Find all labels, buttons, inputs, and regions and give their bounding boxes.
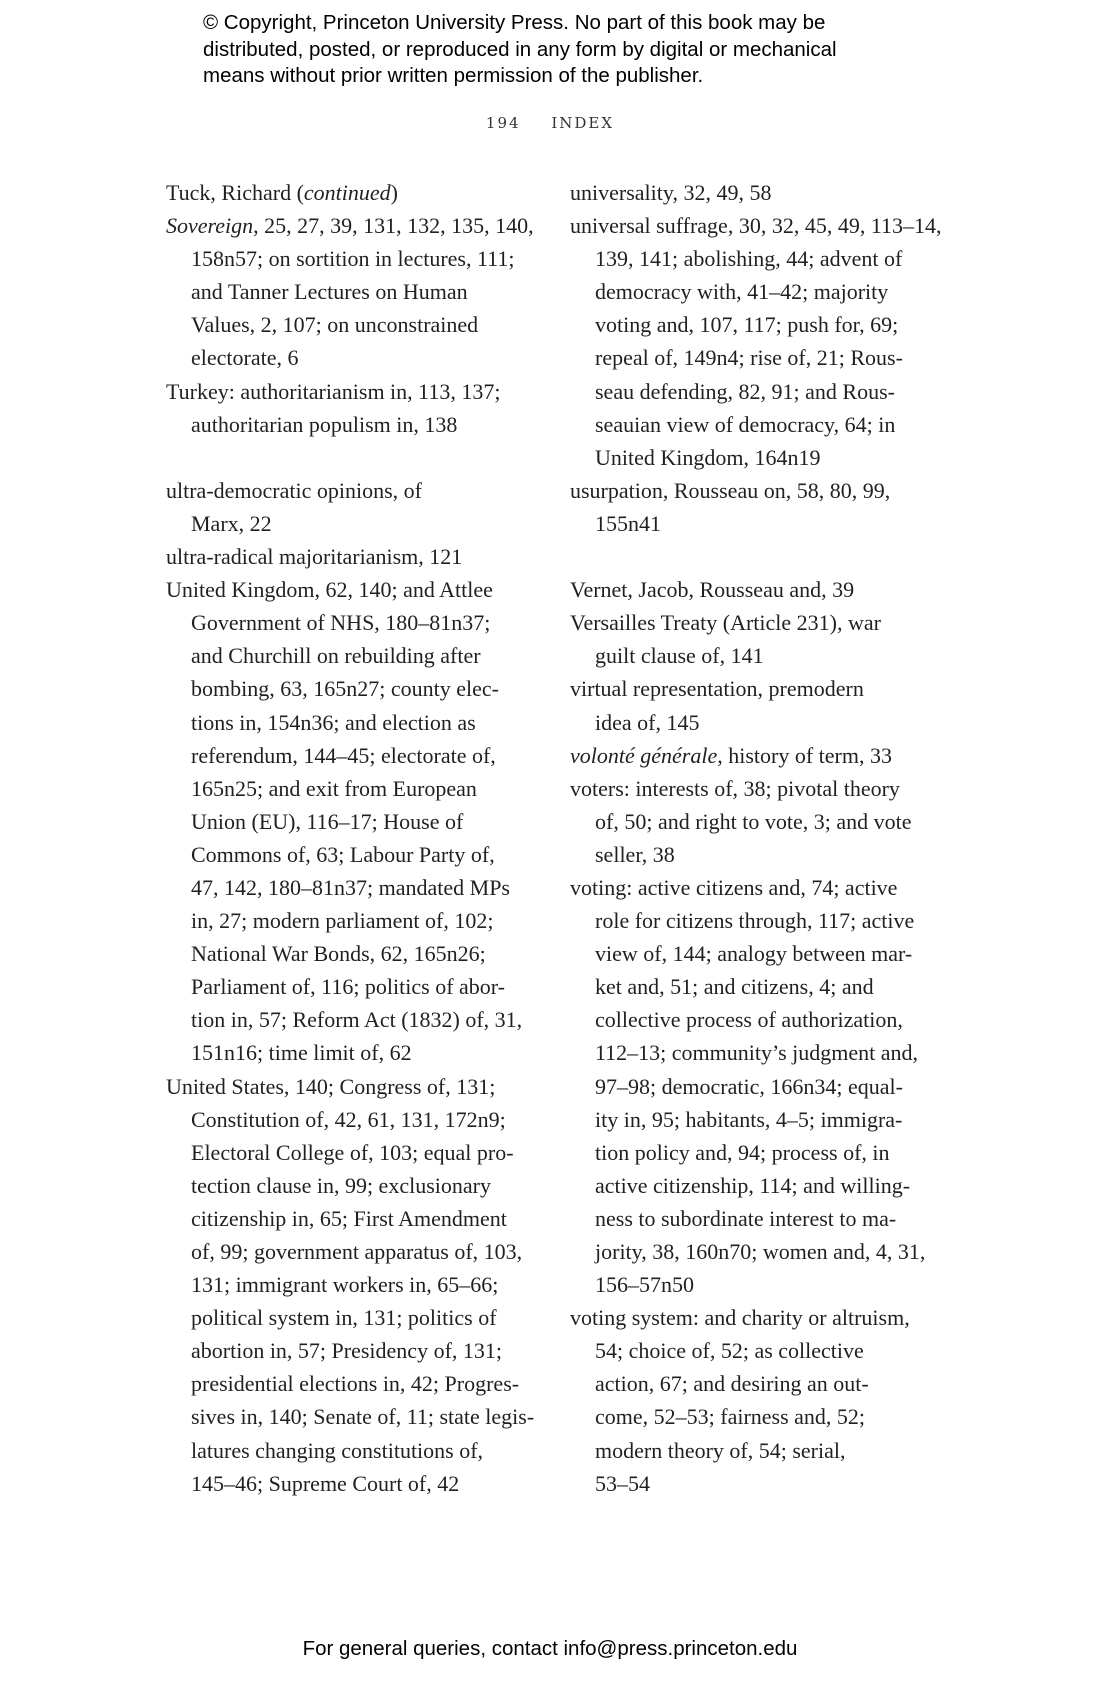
entry-continuation-line [166, 1235, 534, 1268]
entry-text: come, 52–53; fairness and, 52; [595, 1404, 866, 1430]
index-column-left [166, 176, 534, 1500]
entry-continuation-line [166, 1169, 534, 1202]
entry-continuation-line [570, 706, 942, 739]
entry-text: 97–98; democratic, 166n34; equal- [595, 1073, 903, 1099]
entry-text: political system in, 131; politics of [191, 1305, 497, 1331]
entry-text: National War Bonds, 62, 165n26; [191, 941, 486, 967]
entry-continuation-line [570, 1400, 942, 1433]
entry-text: jority, 38, 160n70; women and, 4, 31, [595, 1239, 926, 1264]
section-title: INDEX [551, 114, 615, 132]
entry-continuation-line [570, 970, 942, 1003]
entry-continuation-line [570, 1202, 942, 1235]
index-entry [570, 474, 942, 540]
italic-term: continued [303, 180, 391, 205]
entry-continuation-line [166, 838, 534, 871]
entry-continuation-line [570, 937, 942, 970]
entry-continuation-line [166, 1036, 534, 1069]
entry-text: 54; choice of, 52; as collective [595, 1338, 864, 1364]
entry-text: modern theory of, 54; serial, [595, 1437, 846, 1463]
entry-heading-line [570, 1301, 942, 1334]
entry-heading-line [570, 772, 942, 805]
entry-continuation-line [166, 970, 534, 1003]
entry-continuation-line [570, 1036, 942, 1069]
letter-group-gap [166, 441, 534, 474]
italic-term: volonté générale [570, 742, 718, 768]
entry-continuation-line [570, 1003, 942, 1036]
entry-continuation-line [570, 1235, 942, 1268]
entry-text: Constitution of, 42, 61, 131, 172n9; [191, 1106, 506, 1132]
entry-text: Parliament of, 116; politics of abor- [191, 974, 506, 1000]
entry-text: Electoral College of, 103; equal pro- [191, 1139, 514, 1165]
index-entry [166, 375, 534, 441]
copyright-line: means without prior written permission of the publisher. [203, 64, 704, 87]
entry-text: tion in, 57; Reform Act (1832) of, 31, [191, 1007, 523, 1033]
entry-text: 151n16; time limit of, 62 [191, 1040, 412, 1066]
index-entry [570, 672, 942, 738]
entry-continuation-line [570, 1136, 942, 1169]
running-head [0, 114, 1100, 132]
entry-continuation-line [166, 341, 534, 374]
entry-continuation-line [570, 308, 942, 341]
entry-continuation-line [166, 308, 534, 341]
entry-continuation-line [570, 1169, 942, 1202]
entry-text: guilt clause of, 141 [595, 643, 764, 669]
entry-continuation-line [166, 904, 534, 937]
entry-continuation-line [166, 1003, 534, 1036]
copyright-notice [203, 10, 837, 90]
entry-text: Marx, 22 [191, 510, 272, 536]
entry-text: and Churchill on rebuilding after [191, 643, 481, 669]
entry-heading-line [166, 176, 534, 209]
entry-text: action, 67; and desiring an out- [595, 1371, 869, 1397]
entry-heading-line [166, 474, 534, 507]
index-entry [570, 209, 942, 474]
entry-continuation-line [166, 1268, 534, 1301]
entry-text: democracy with, 41–42; majority [595, 279, 889, 305]
entry-continuation-line [166, 507, 534, 540]
entry-text: Turkey: authoritarianism in, 113, 137; [166, 378, 501, 404]
entry-continuation-line [166, 1367, 534, 1400]
entry-continuation-line [570, 639, 942, 672]
entry-text: active citizenship, 114; and willing- [595, 1172, 911, 1198]
entry-continuation-line [570, 275, 942, 308]
entry-continuation-line [166, 275, 534, 308]
entry-continuation-line [166, 1103, 534, 1136]
entry-text: ket and, 51; and citizens, 4; and [595, 974, 874, 1000]
entry-continuation-line [570, 408, 942, 441]
entry-text: idea of, 145 [595, 709, 700, 735]
entry-text: 158n57; on sortition in lectures, 111; [191, 246, 515, 272]
index-entry [166, 540, 534, 573]
index-entry [570, 871, 942, 1301]
entry-continuation-line [570, 341, 942, 374]
entry-text: , 25, 27, 39, 131, 132, 135, 140, [253, 213, 534, 239]
entry-text: Versailles Treaty (Article 231), war [570, 610, 881, 636]
entry-text: 47, 142, 180–81n37; mandated MPs [191, 874, 510, 900]
entry-text: authoritarian populism in, 138 [191, 411, 458, 437]
entry-continuation-line [570, 507, 942, 540]
entry-text: ultra-democratic opinions, of [166, 477, 422, 503]
entry-heading-line [570, 606, 942, 639]
entry-text: , history of term, 33 [717, 742, 892, 768]
entry-continuation-line [166, 1334, 534, 1367]
index-entry [570, 606, 942, 672]
entry-text: 53–54 [595, 1470, 650, 1496]
entry-continuation-line [570, 1103, 942, 1136]
entry-continuation-line [570, 1268, 942, 1301]
index-entry [166, 176, 534, 209]
entry-continuation-line [166, 937, 534, 970]
entry-heading-line [570, 672, 942, 705]
entry-continuation-line [166, 1434, 534, 1467]
entry-continuation-line [166, 1400, 534, 1433]
index-entry [570, 176, 942, 209]
entry-continuation-line [570, 1434, 942, 1467]
entry-text: and Tanner Lectures on Human [191, 279, 468, 305]
entry-text: voting and, 107, 117; push for, 69; [595, 312, 899, 338]
entry-heading-line [570, 474, 942, 507]
entry-continuation-line [166, 672, 534, 705]
entry-text: referendum, 144–45; electorate of, [191, 742, 496, 768]
entry-text: 112–13; community’s judgment and, [595, 1040, 919, 1066]
entry-continuation-line [570, 1334, 942, 1367]
entry-continuation-line [166, 1136, 534, 1169]
italic-term: Sovereign [166, 213, 254, 239]
entry-text: electorate, 6 [191, 345, 299, 371]
entry-continuation-line [166, 1467, 534, 1500]
entry-text: United Kingdom, 62, 140; and Attlee [166, 577, 493, 603]
entry-text: repeal of, 149n4; rise of, 21; Rous- [595, 345, 903, 371]
entry-text: citizenship in, 65; First Amendment [191, 1205, 507, 1231]
entry-text: Tuck, Richard ( [166, 180, 304, 205]
entry-text: of, 50; and right to vote, 3; and vote [595, 808, 912, 834]
index-entry [570, 772, 942, 871]
index-entry [166, 573, 534, 1069]
entry-heading-line [166, 1070, 534, 1103]
entry-continuation-line [570, 1367, 942, 1400]
entry-text: voting: active citizens and, 74; active [570, 874, 898, 900]
entry-text: role for citizens through, 117; active [595, 908, 915, 934]
entry-heading-line [570, 209, 942, 242]
entry-text: of, 99; government apparatus of, 103, [191, 1239, 523, 1264]
entry-continuation-line [570, 1070, 942, 1103]
index-entry [570, 573, 942, 606]
entry-text: presidential elections in, 42; Progres- [191, 1371, 520, 1397]
entry-text: abortion in, 57; Presidency of, 131; [191, 1338, 503, 1364]
entry-text: ness to subordinate interest to ma- [595, 1205, 897, 1231]
entry-text: seauian view of democracy, 64; in [595, 411, 896, 437]
entry-text: sives in, 140; Senate of, 11; state legis- [191, 1404, 535, 1430]
entry-heading-line [570, 739, 942, 772]
index-column-right [570, 176, 942, 1500]
entry-text: 139, 141; abolishing, 44; advent of [595, 246, 903, 272]
entry-text: usurpation, Rousseau on, 58, 80, 99, [570, 477, 891, 503]
entry-text: United States, 140; Congress of, 131; [166, 1073, 496, 1099]
letter-group-gap [570, 540, 942, 573]
entry-text: voting system: and charity or altruism, [570, 1305, 910, 1331]
entry-text: tection clause in, 99; exclusionary [191, 1172, 491, 1198]
entry-continuation-line [166, 408, 534, 441]
entry-heading-line [166, 375, 534, 408]
entry-heading-line [570, 573, 942, 606]
entry-text: 165n25; and exit from European [191, 775, 477, 801]
entry-continuation-line [166, 606, 534, 639]
entry-continuation-line [570, 441, 942, 474]
entry-text: 145–46; Supreme Court of, 42 [191, 1470, 460, 1496]
entry-continuation-line [166, 242, 534, 275]
entry-text: Union (EU), 116–17; House of [191, 808, 464, 834]
entry-text: tions in, 154n36; and election as [191, 709, 476, 735]
index-entry [570, 1301, 942, 1500]
copyright-line: distributed, posted, or reproduced in any form by digital or mechanical [203, 37, 837, 61]
entry-continuation-line [166, 639, 534, 672]
entry-text: United Kingdom, 164n19 [595, 444, 821, 470]
entry-continuation-line [570, 375, 942, 408]
entry-continuation-line [570, 1467, 942, 1500]
entry-text: bombing, 63, 165n27; county elec- [191, 676, 499, 702]
entry-text: view of, 144; analogy between mar- [595, 941, 913, 967]
entry-text: 131; immigrant workers in, 65–66; [191, 1272, 499, 1298]
entry-text: Government of NHS, 180–81n37; [191, 610, 491, 636]
entry-text: latures changing constitutions of, [191, 1437, 484, 1463]
entry-continuation-line [570, 838, 942, 871]
index-entry [570, 739, 942, 772]
entry-heading-line [166, 209, 534, 242]
entry-continuation-line [166, 772, 534, 805]
entry-text: ) [390, 180, 398, 205]
entry-continuation-line [166, 1301, 534, 1334]
entry-text: universal suffrage, 30, 32, 45, 49, 113–14, [570, 213, 942, 239]
entry-text: collective process of authorization, [595, 1007, 903, 1033]
index-entry [166, 209, 534, 374]
entry-heading-line [166, 573, 534, 606]
entry-text: universality, 32, 49, 58 [570, 180, 772, 205]
entry-continuation-line [166, 1202, 534, 1235]
entry-continuation-line [570, 242, 942, 275]
entry-text: Commons of, 63; Labour Party of, [191, 841, 495, 867]
entry-text: 156–57n50 [595, 1272, 694, 1298]
entry-text: ity in, 95; habitants, 4–5; immigra- [595, 1106, 903, 1132]
entry-text: in, 27; modern parliament of, 102; [191, 908, 494, 934]
entry-text: seller, 38 [595, 841, 675, 867]
entry-heading-line [570, 176, 942, 209]
entry-text: seau defending, 82, 91; and Rous- [595, 378, 895, 404]
index-entry [166, 1070, 534, 1500]
entry-text: 155n41 [595, 510, 661, 536]
page-number: 194 [485, 114, 521, 132]
entry-continuation-line [570, 904, 942, 937]
entry-text: ultra-radical majoritarianism, 121 [166, 544, 463, 570]
entry-text: tion policy and, 94; process of, in [595, 1139, 890, 1165]
entry-text: Values, 2, 107; on unconstrained [191, 312, 479, 338]
entry-continuation-line [166, 739, 534, 772]
footer-contact: For general queries, contact info@press.princeton.edu [302, 1637, 798, 1660]
entry-continuation-line [166, 871, 534, 904]
index-entry [166, 474, 534, 540]
entry-text: voters: interests of, 38; pivotal theory [570, 775, 900, 801]
entry-heading-line [166, 540, 534, 573]
copyright-line: © Copyright, Princeton University Press. No part of this book may be [203, 11, 826, 34]
entry-heading-line [570, 871, 942, 904]
entry-text: Vernet, Jacob, Rousseau and, 39 [570, 577, 855, 603]
entry-continuation-line [166, 805, 534, 838]
entry-continuation-line [570, 805, 942, 838]
entry-text: virtual representation, premodern [570, 676, 864, 702]
entry-continuation-line [166, 706, 534, 739]
